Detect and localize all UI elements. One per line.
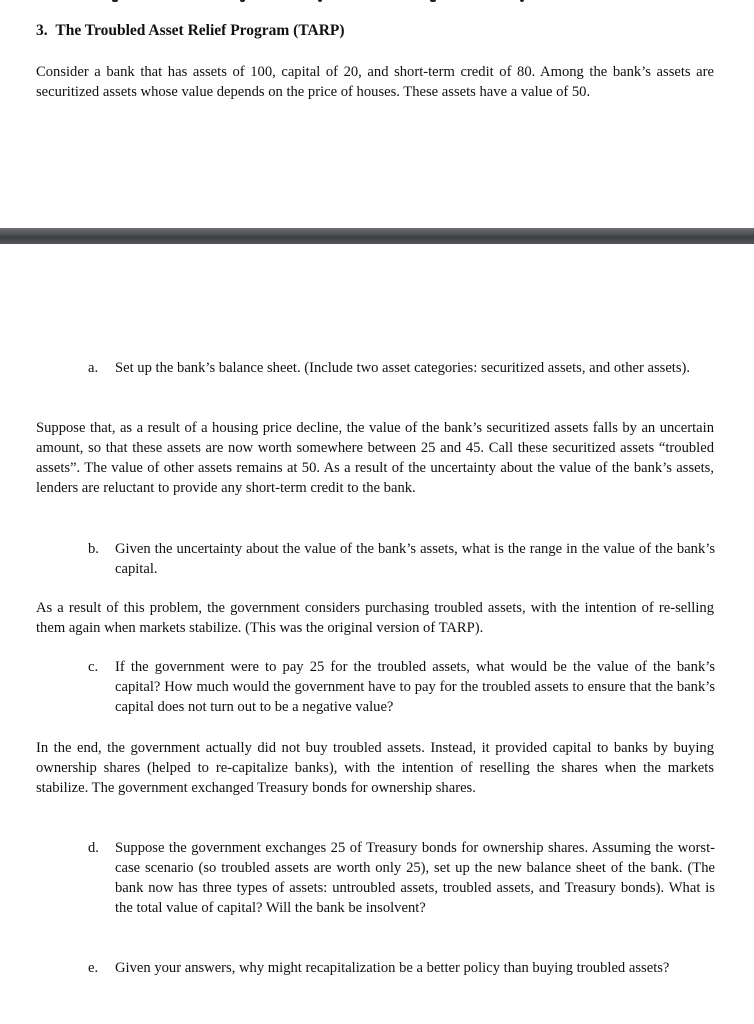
- question-text: Given your answers, why might recapitalization be a better policy than buying troubled assets?: [115, 960, 670, 976]
- question-b: [88, 539, 715, 579]
- question-text: Given the uncertainty about the value of the bank’s assets, what is the range in the value of the bank’s capital.: [115, 541, 715, 577]
- paragraph-government-purchase: As a result of this problem, the government considers purchasing troubled assets, with the intention of re-selling them again when markets stabilize. (This was the original version of TARP).: [36, 600, 714, 636]
- question-letter: c.: [88, 659, 99, 675]
- paragraph-recapitalization: In the end, the government actually did not buy troubled assets. Instead, it provided capital to banks by buying ownership shares (helped to re-capitalize banks), with the intention of reselling the shares when the markets stabilize. The government exchanged Treasury bonds for ownership shares.: [36, 740, 714, 796]
- question-c: [88, 657, 715, 717]
- question-letter: a.: [88, 360, 99, 376]
- question-text: If the government were to pay 25 for the troubled assets, what would be the value of the bank’s capital? How much would the government have to pay for the troubled assets to ensure that the bank’s capital does not turn out to be a negative value?: [115, 659, 715, 715]
- question-letter: e.: [88, 960, 99, 976]
- question-letter: d.: [88, 840, 99, 856]
- paragraph-housing-decline: Suppose that, as a result of a housing price decline, the value of the bank’s securitized assets falls by an uncertain amount, so that these assets are now worth somewhere between 25 and 45. Call these securitized assets “troubled assets”. The value of other assets remains at 50. As a result of the uncertainty about the value of the bank’s assets, lenders are reluctant to provide any short-term credit to the bank.: [36, 420, 714, 496]
- section-heading: 3. The Troubled Asset Relief Program (TARP): [36, 22, 345, 39]
- question-text: Suppose the government exchanges 25 of Treasury bonds for ownership shares. Assuming the worst-case scenario (so troubled assets are worth only 25), set up the new balance sheet of the bank. (The bank now has three types of assets: untroubled assets, troubled assets, and Treasury bonds). What is the total value of capital? Will the bank be insolvent?: [115, 840, 715, 916]
- page-divider: [0, 228, 754, 244]
- question-text: Set up the bank’s balance sheet. (Include two asset categories: securitized assets, and other assets).: [115, 360, 691, 376]
- page-bottom-section: [0, 244, 754, 1024]
- page-top-section: [0, 0, 754, 228]
- question-d: [88, 838, 715, 918]
- question-e: [88, 958, 715, 978]
- question-a: [88, 358, 715, 378]
- question-letter: b.: [88, 541, 99, 557]
- intro-paragraph: Consider a bank that has assets of 100, capital of 20, and short-term credit of 80. Among the bank’s assets are securitized assets whose value depends on the price of houses. These assets have a value of 50.: [36, 64, 714, 100]
